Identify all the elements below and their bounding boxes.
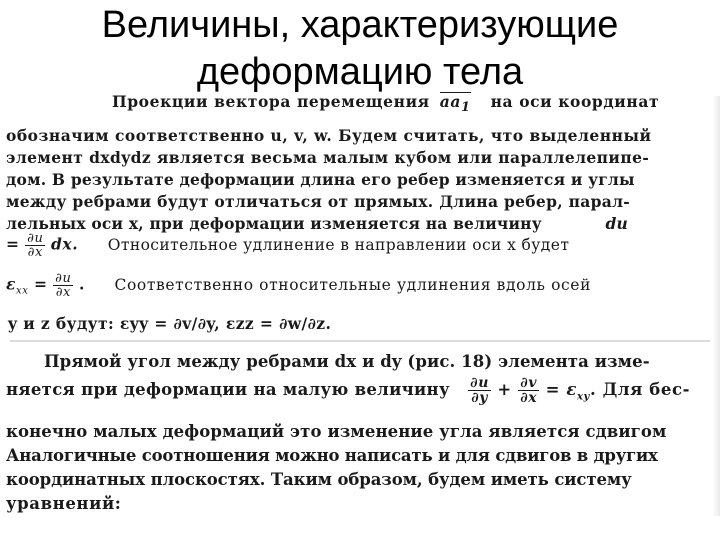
excerpt1-line-6 bbox=[6, 214, 628, 233]
fraction-dv-dx bbox=[518, 376, 539, 405]
page-divider bbox=[10, 340, 710, 342]
fraction-numerator: ∂u bbox=[27, 231, 44, 246]
fraction-dv-dx-numerator: ∂v bbox=[518, 376, 539, 391]
excerpt1-line-1-end: на оси координат bbox=[490, 92, 660, 111]
vector-aa1 bbox=[440, 92, 471, 115]
fraction-du-dy bbox=[468, 376, 491, 405]
vector-symbol: aa bbox=[439, 92, 462, 111]
excerpt1-line-5: между ребрами будут отличаться от прямых. Длина ребер, парал- bbox=[6, 192, 631, 211]
vector-bar bbox=[440, 92, 471, 93]
equals-sign-2: = bbox=[34, 274, 48, 294]
excerpt1-line-1-text: Проекции вектора перемещения bbox=[112, 92, 430, 111]
excerpt1-line-2: обозначим соответственно u, v, w. Будем считать, что выделенный bbox=[6, 126, 652, 145]
fraction-denominator: ∂x bbox=[27, 245, 43, 260]
excerpt2-line-5: координатных плоскостях. Таким образом, будем иметь систему bbox=[6, 470, 632, 489]
excerpt2-line-2-text: няется при деформации на малую величину bbox=[6, 380, 450, 399]
excerpt2-line-1: Прямой угол между ребрами dx и dy (рис. 18) элемента изме- bbox=[44, 352, 650, 371]
plus-sign: + bbox=[497, 380, 512, 399]
excerpt2-line-4: Аналогичные соотношения можно написать и для сдвигов в других bbox=[6, 446, 658, 465]
excerpt1-line-1 bbox=[112, 92, 659, 115]
excerpt1-line-3: элемент dxdydz является весьма малым кубом или параллелепипе- bbox=[6, 148, 650, 167]
epsilon-xy-symbol: = ε bbox=[545, 380, 577, 399]
epsilon-xy-subscript: xy bbox=[576, 391, 590, 403]
excerpt2-line-3: конечно малых деформаций это изменение угла является сдвигом bbox=[6, 422, 667, 441]
equals-sign: = bbox=[6, 234, 20, 254]
fraction-numerator-2: ∂u bbox=[55, 271, 72, 286]
slide-title-line-1: Величины, характеризующие bbox=[101, 4, 619, 46]
dx-symbol: dx. bbox=[50, 234, 79, 254]
fraction-du-dy-denominator: ∂y bbox=[471, 390, 489, 406]
fraction-denominator-2: ∂x bbox=[55, 285, 71, 300]
slide-title bbox=[0, 2, 720, 96]
excerpt2-line-2-end: . Для бес- bbox=[589, 380, 691, 399]
vector-subscript: 1 bbox=[461, 100, 471, 116]
excerpt1-line-6-text: лельных оси x, при деформации изменяется на величину bbox=[6, 214, 542, 233]
du-symbol: du bbox=[605, 214, 628, 233]
excerpt1-line-8 bbox=[6, 272, 591, 299]
epsilon-subscript: xx bbox=[16, 285, 29, 297]
excerpt1-line-7 bbox=[6, 232, 569, 259]
excerpt1-line-9: y и z будут: εyy = ∂v/∂y, εzz = ∂w/∂z. bbox=[8, 314, 332, 333]
fraction-dv-dx-denominator: ∂x bbox=[520, 390, 538, 406]
period: . bbox=[79, 274, 85, 294]
fraction-du-dx bbox=[25, 232, 45, 259]
fraction-du-dy-numerator: ∂u bbox=[470, 375, 490, 391]
excerpt1-line-4: дом. В результате деформации длина его ребер изменяется и углы bbox=[6, 170, 635, 189]
scan-shadow bbox=[712, 96, 720, 516]
excerpt2-line-6: уравнений: bbox=[6, 494, 122, 513]
excerpt1-line-8-text: Соответственно относительные удлинения вдоль осей bbox=[114, 275, 592, 294]
fraction-du-dx-2 bbox=[53, 272, 73, 299]
epsilon-symbol: ε bbox=[6, 274, 17, 294]
excerpt2-line-2 bbox=[6, 376, 690, 405]
excerpt1-line-7-text: Относительное удлинение в направлении оси x будет bbox=[107, 235, 570, 254]
slide-title-line-2: деформацию тела bbox=[196, 51, 524, 93]
